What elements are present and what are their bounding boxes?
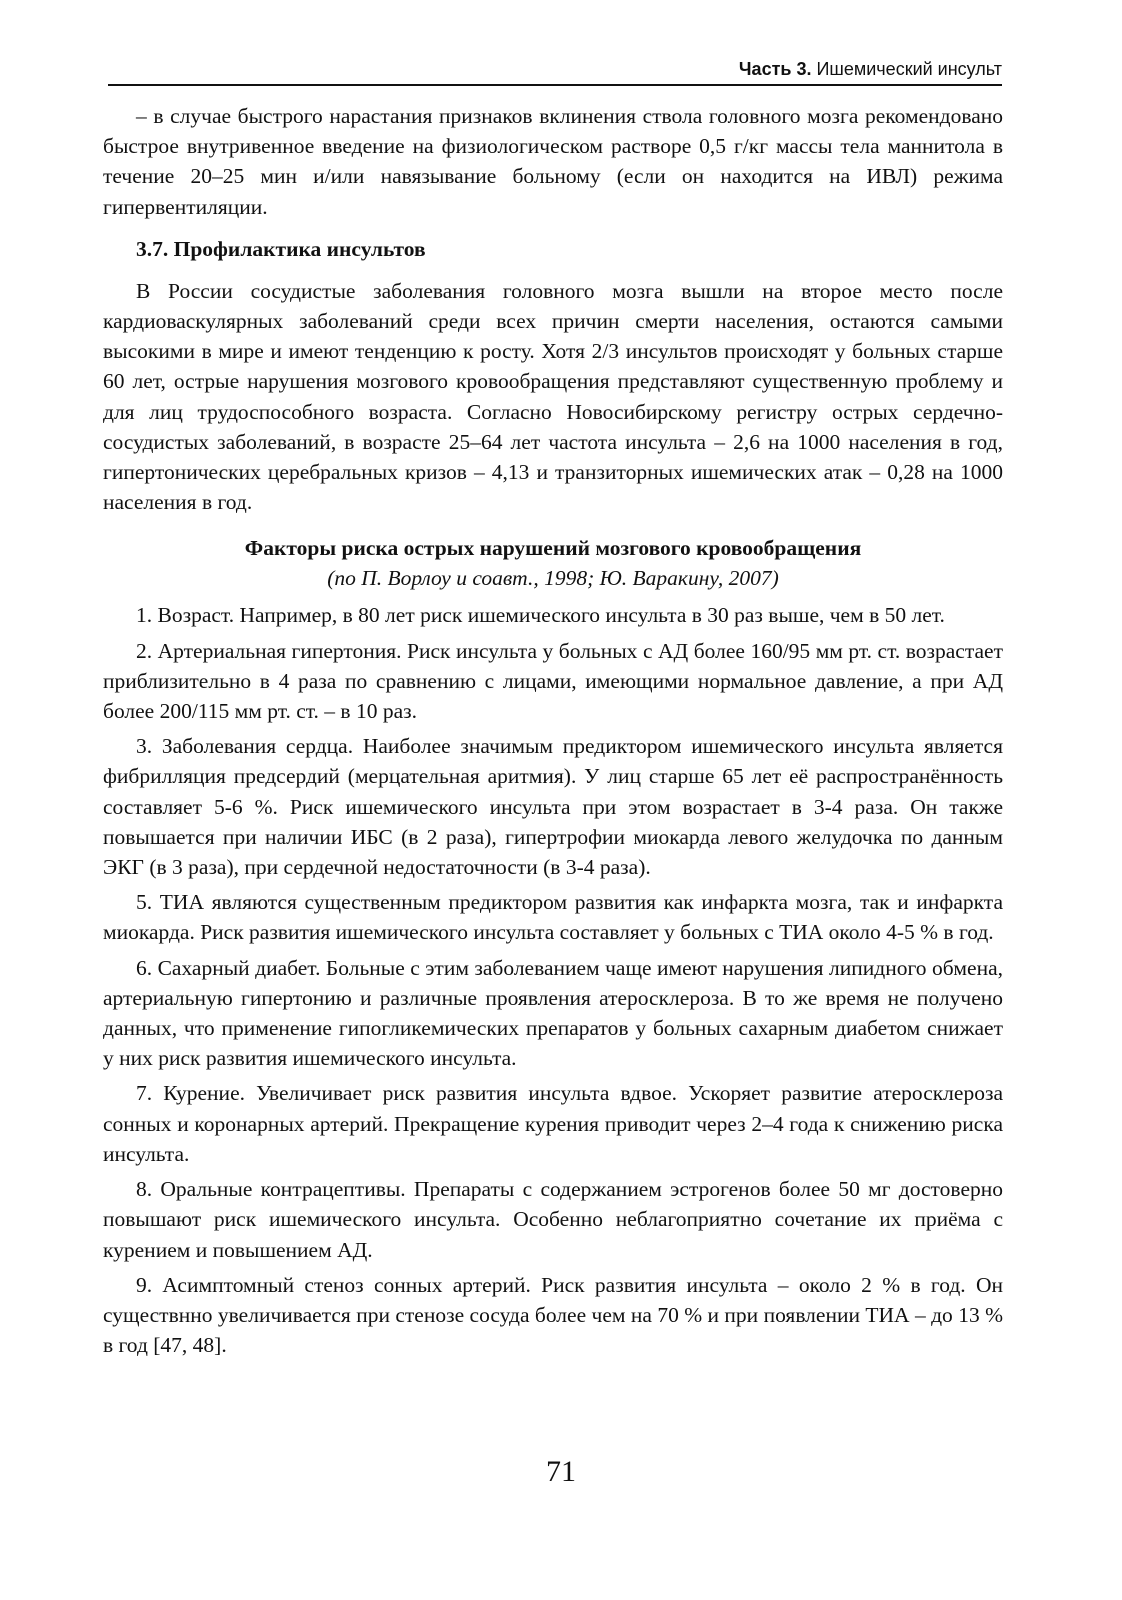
factor-item-tia: 5. ТИА являются существенным предиктором развития как инфаркта мозга, так и инфаркта миокарда. Риск развития ишемического инсульта составляет у больных с ТИА около 4-5 % в год. bbox=[103, 890, 1003, 945]
paragraph-russia-stats: В России сосудистые заболевания головного мозга вышли на второе место после кардиоваскулярных заболеваний среди всех причин смерти населения, остаются самыми высокими в мире и имеют тенденцию к росту. Хотя 2/3 инсультов происходят у больных старше 60 лет, острые нарушения мозгового кровообращения представляют существенную проблему и для лиц трудоспособного возраста. Согласно Новосибирскому регистру острых сердечно-сосудистых заболеваний, в возрасте 25–64 лет частота инсульта – 2,6 на 1000 населения в год, гипертонических церебральных кризов – 4,13 и транзиторных ишемических атак – 0,28 на 1000 населения в год. bbox=[103, 278, 1003, 515]
factors-title: Факторы риска острых нарушений мозгового кровообращения bbox=[244, 536, 862, 561]
page-number: 71 bbox=[546, 1455, 576, 1488]
section-heading: 3.7. Профилактика инсультов bbox=[136, 236, 426, 261]
factor-item-age: 1. Возраст. Например, в 80 лет риск ишемического инсульта в 30 раз выше, чем в 50 лет. bbox=[136, 603, 945, 628]
factor-item-carotid-stenosis: 9. Асимптомный стеноз сонных артерий. Риск развития инсульта – около 2 % в год. Он существнно увеличивается при стенозе сосуда более чем на 70 % и при появлении ТИА – до 13 % в год [47, 48]. bbox=[103, 1272, 1003, 1358]
page-body bbox=[103, 101, 1003, 1365]
header-part-title: Ишемический инсульт bbox=[816, 59, 1002, 79]
header-rule bbox=[108, 84, 1002, 86]
paragraph-mannitol: – в случае быстрого нарастания признаков вклинения ствола головного мозга рекомендовано быстрое внутривенное введение на физиологическом растворе 0,5 г/кг массы тела маннитола в течение 20–25 мин и/или навязывание больному (если он находится на ИВЛ) режима гипервентиляции. bbox=[103, 104, 1003, 219]
factor-item-contraceptives: 8. Оральные контрацептивы. Препараты с содержанием эстрогенов более 50 мг достоверно повышают риск ишемического инсульта. Особенно неблагоприятно сочетание их приёма с курением и повышением АД. bbox=[103, 1177, 1003, 1262]
running-header bbox=[108, 58, 1002, 80]
header-part-label: Часть 3. bbox=[738, 59, 812, 79]
factor-item-heart-disease: 3. Заболевания сердца. Наиболее значимым предиктором ишемического инсульта является фибрилляция предсердий (мерцательная аритмия). У лиц старше 65 лет её распространённость составляет 5-6 %. Риск ишемического инсульта при этом возрастает в 3-4 раза. Он также повышается при наличии ИБС (в 2 раза), гипертрофии миокарда левого желудочка по данным ЭКГ (в 3 раза), при сердечной недостаточности (в 3-4 раза). bbox=[103, 734, 1003, 880]
factor-item-diabetes: 6. Сахарный диабет. Больные с этим заболеванием чаще имеют нарушения липидного обмена, артериальную гипертонию и различные проявления атеросклероза. В то же время не получено данных, что применение гипогликемических препаратов у больных сахарным диабетом снижает у них риск развития ишемического инсульта. bbox=[103, 955, 1003, 1071]
factor-item-smoking: 7. Курение. Увеличивает риск развития инсульта вдвое. Ускоряет развитие атеросклероза сонных и коронарных артерий. Прекращение курения приводит через 2–4 года к снижению риска инсульта. bbox=[103, 1081, 1003, 1166]
factor-item-hypertension: 2. Артериальная гипертония. Риск инсульта у больных с АД более 160/95 мм рт. ст. возрастает приблизительно в 4 раза по сравнению с лицами, имеющими нормальное давление, а при АД более 200/115 мм рт. ст. – в 10 раз. bbox=[103, 638, 1003, 724]
factors-subtitle: (по П. Ворлоу и соавт., 1998; Ю. Варакину, 2007) bbox=[327, 566, 779, 591]
